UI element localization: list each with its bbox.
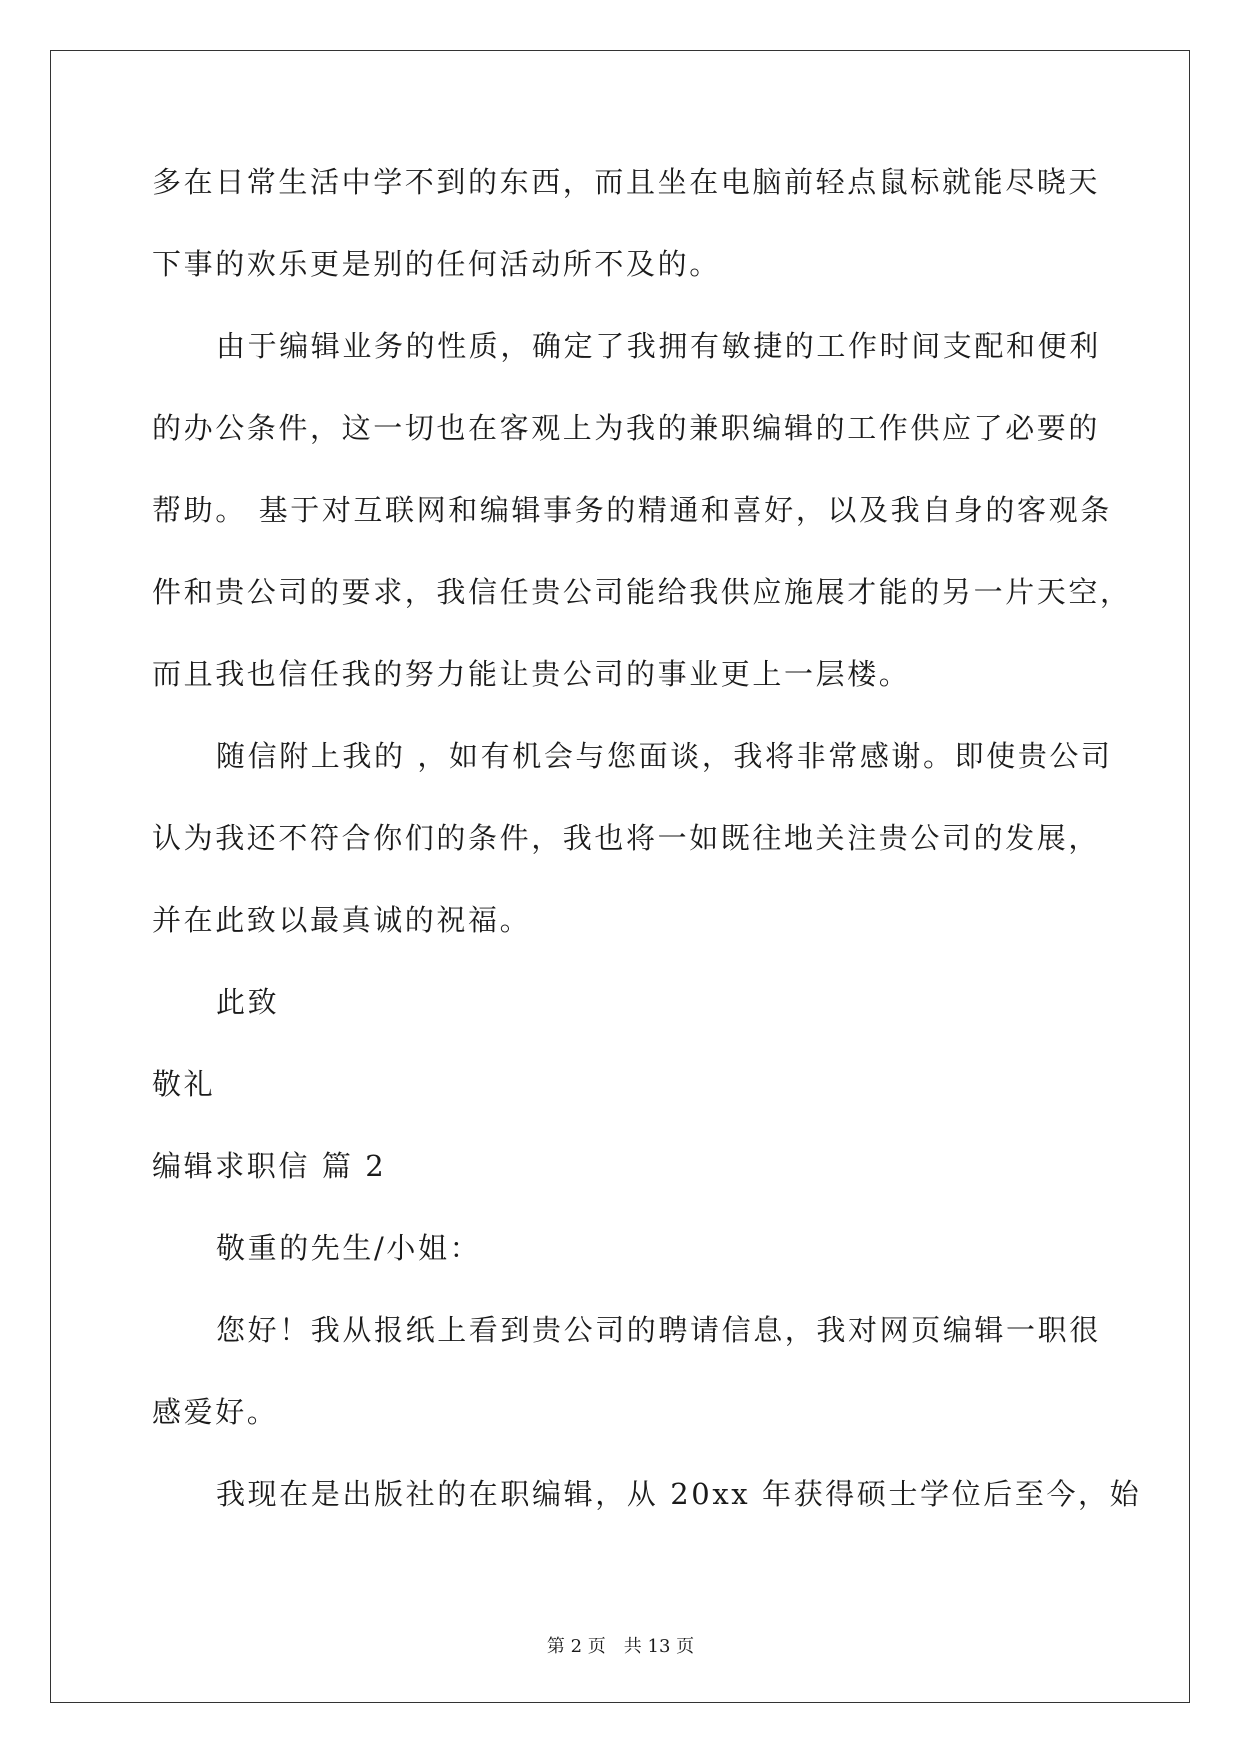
page-number: 第 2 页 — [546, 1636, 606, 1657]
closing-salutation: 此致 — [216, 985, 280, 1019]
paragraph-line: 下事的欢乐更是别的任何活动所不及的。 — [152, 247, 721, 281]
paragraph-line: 并在此致以最真诚的祝福。 — [152, 903, 532, 937]
paragraph-line: 件和贵公司的要求，我信任贵公司能给我供应施展才能的另一片天空， — [152, 575, 1132, 609]
page-total: 共 13 页 — [623, 1636, 695, 1657]
greeting: 敬重的先生/小姐： — [216, 1231, 482, 1265]
paragraph-line: 帮助。 基于对互联网和编辑事务的精通和喜好，以及我自身的客观条 — [152, 493, 1112, 527]
paragraph-line: 随信附上我的 ，如有机会与您面谈，我将非常感谢。即使贵公司 — [216, 739, 1113, 773]
paragraph-line: 感爱好。 — [152, 1395, 279, 1429]
paragraph-line: 由于编辑业务的性质，确定了我拥有敏捷的工作时间支配和便利 — [216, 329, 1101, 363]
paragraph-line: 多在日常生活中学不到的东西，而且坐在电脑前轻点鼠标就能尽晓天 — [152, 165, 1101, 199]
page-footer — [0, 1632, 1241, 1658]
paragraph-line: 而且我也信任我的努力能让贵公司的事业更上一层楼。 — [152, 657, 911, 691]
paragraph-line: 我现在是出版社的在职编辑，从 20xx 年获得硕士学位后至今，始 — [216, 1477, 1142, 1511]
closing-regards: 敬礼 — [152, 1067, 216, 1101]
document-body — [152, 162, 1142, 1556]
paragraph-line: 认为我还不符合你们的条件，我也将一如既往地关注贵公司的发展， — [152, 821, 1101, 855]
paragraph-line: 您好！我从报纸上看到贵公司的聘请信息，我对网页编辑一职很 — [216, 1313, 1101, 1347]
section-heading: 编辑求职信 篇 2 — [152, 1149, 387, 1183]
paragraph-line: 的办公条件，这一切也在客观上为我的兼职编辑的工作供应了必要的 — [152, 411, 1101, 445]
